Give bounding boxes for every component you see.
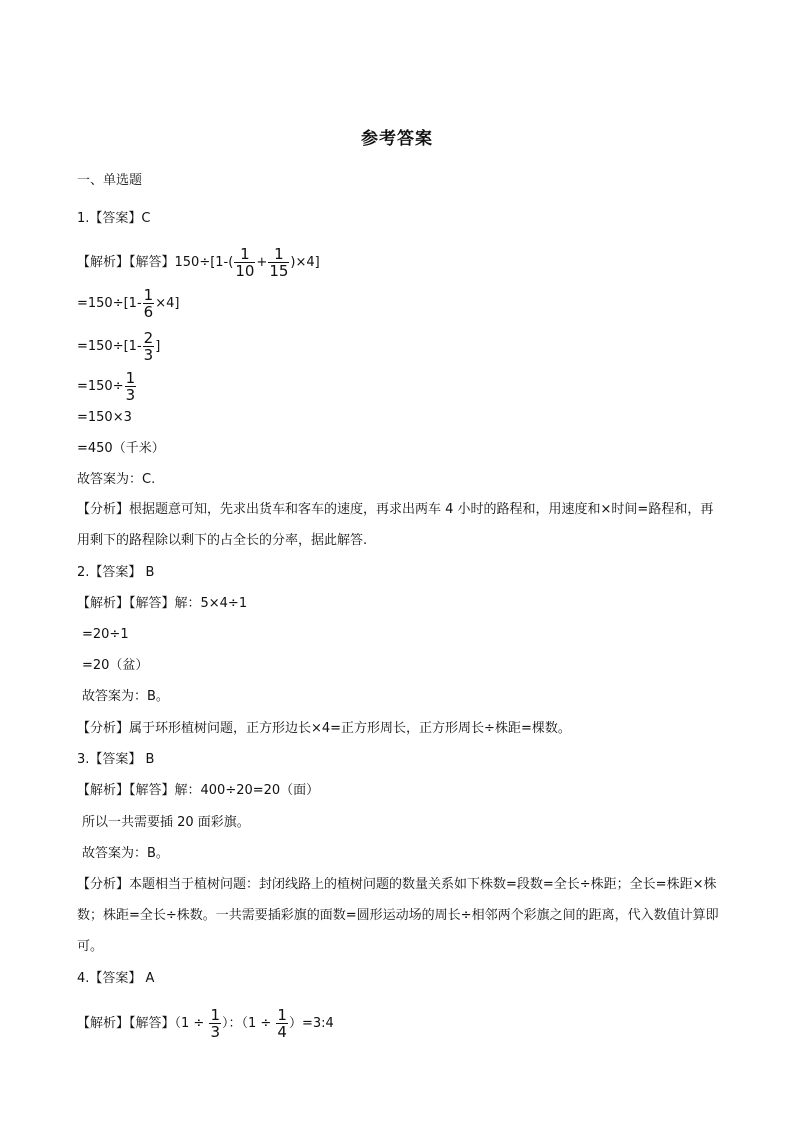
q3-answer: 3.【答案】 B	[77, 752, 155, 767]
q2-analysis: 【解析】【解答】解：5×4÷1	[77, 596, 248, 611]
q1-step-3: =150÷[1- $\frac{2}{3}$ ]	[77, 329, 161, 364]
fraction: $\frac{1}{10}$	[235, 245, 255, 280]
section-heading: 一、单选题	[77, 173, 143, 188]
fraction: $\frac{1}{15}$	[269, 245, 289, 280]
fraction: $\frac{1}{6}$	[143, 286, 154, 321]
q2-note: 【分析】属于环形植树问题，正方形边长×4=正方形周长，正方形周长÷株距=棵数。	[77, 721, 571, 736]
q4-analysis: 【解析】【解答】（1 ÷ $\frac{1}{3}$ ）：（1 ÷ $\frac{1}{4}$ ）=3:4	[77, 1006, 334, 1041]
q2-step-3: =20（盆）	[82, 658, 149, 673]
q2-step-2: =20÷1	[82, 627, 129, 642]
q1-answer: 1.【答案】C	[77, 211, 151, 226]
q4-answer: 4.【答案】 A	[77, 971, 155, 986]
fraction: $\frac{1}{4}$	[277, 1006, 287, 1041]
q1-note: 【分析】根据题意可知，先求出货车和客车的速度，再求出两车 4 小时的路程和，用速度和×时间=路程和，再用剩下的路程除以剩下的占全长的分率，据此解答.	[77, 502, 714, 548]
q3-conclusion: 故答案为：B。	[82, 846, 169, 861]
q1-step-4: =150÷ $\frac{1}{3}$	[77, 369, 136, 404]
q1-analysis-prefix: 【解析】【解答】150÷[1-(	[77, 255, 234, 270]
q1-step-6: =450（千米）	[77, 441, 165, 456]
q1-step-5: =150×3	[77, 410, 132, 425]
fraction: $\frac{1}{3}$	[210, 1006, 220, 1041]
q3-analysis: 【解析】【解答】解：400÷20=20（面）	[77, 783, 320, 798]
q2-conclusion: 故答案为：B。	[82, 689, 169, 704]
q1-step-2: =150÷[1- $\frac{1}{6}$ ×4]	[77, 286, 180, 321]
q3-step-2: 所以一共需要插 20 面彩旗。	[82, 815, 250, 830]
fraction: $\frac{2}{3}$	[143, 329, 154, 364]
page-title: 参考答案	[361, 129, 433, 149]
q1-analysis-suffix: )×4]	[290, 255, 320, 270]
q2-answer: 2.【答案】 B	[77, 565, 155, 580]
fraction: $\frac{1}{3}$	[125, 369, 136, 404]
q1-analysis: 【解析】【解答】150÷[1-( $\frac{1}{10}$ + $\frac{1}{15}$ )×4]	[77, 245, 320, 280]
q1-conclusion: 故答案为：C.	[77, 472, 156, 487]
q3-note: 【分析】本题相当于植树问题：封闭线路上的植树问题的数量关系如下株数=段数=全长÷株距；全长=株距×株数；株距=全长÷株数。一共需要插彩旗的面数=圆形运动场的周长÷相邻两个彩旗之间的距离，代入数值计算即可。	[77, 877, 719, 954]
